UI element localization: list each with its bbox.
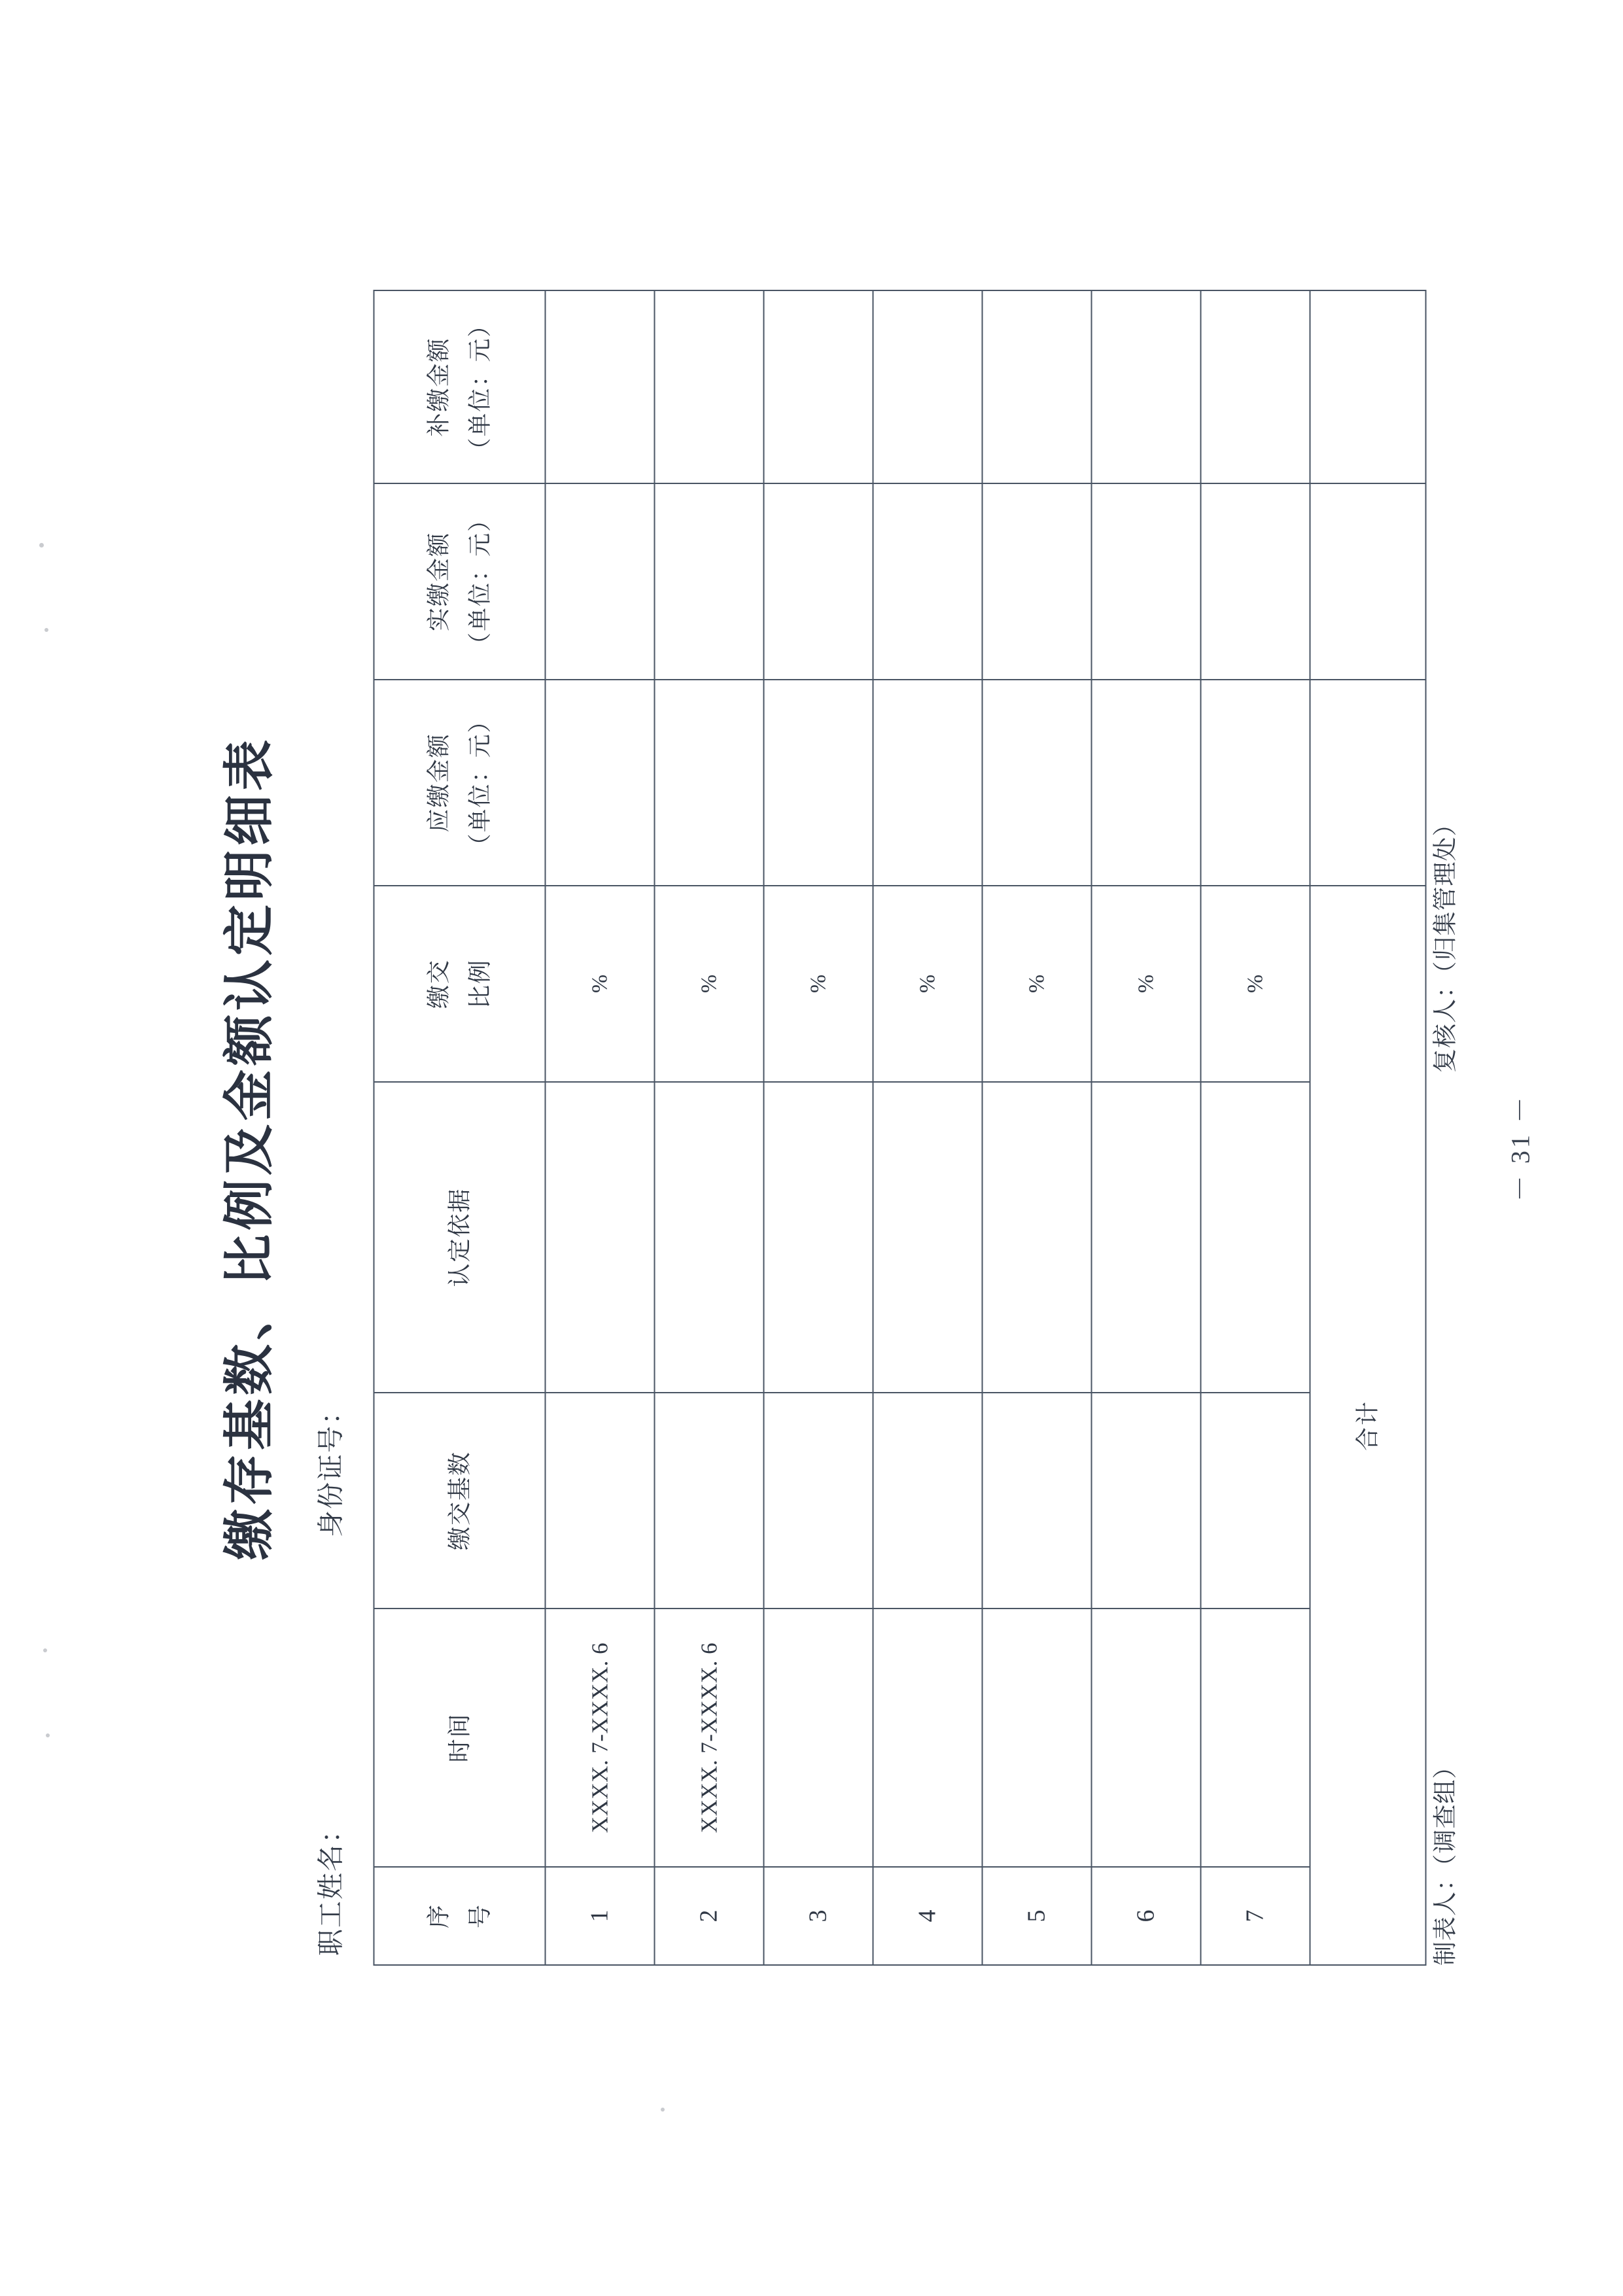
cell-due[interactable] <box>1200 680 1310 886</box>
column-header-base: 缴交基数 <box>374 1393 545 1609</box>
cell-extra[interactable] <box>763 290 873 483</box>
cell-basis[interactable] <box>654 1082 763 1393</box>
table-total-row <box>1310 290 1425 1965</box>
cell-extra[interactable] <box>873 290 982 483</box>
cell-basis[interactable] <box>545 1082 654 1393</box>
column-header-time: 时间 <box>374 1609 545 1867</box>
total-paid[interactable] <box>1310 483 1425 680</box>
cell-ratio[interactable]: % <box>1200 886 1310 1082</box>
scan-speck <box>46 1733 50 1737</box>
table-row <box>545 290 654 1965</box>
column-header-index: 序 号 <box>374 1867 545 1965</box>
column-header-extra-amount: 补缴金额 （单位：元） <box>374 290 545 483</box>
table-row <box>654 290 763 1965</box>
form-fields <box>309 255 347 1956</box>
cell-extra[interactable] <box>1200 290 1310 483</box>
table-row <box>982 290 1091 1965</box>
cell-due[interactable] <box>1091 680 1200 886</box>
cell-time[interactable]: XXXX. 7-XXXX. 6 <box>654 1609 763 1867</box>
cell-paid[interactable] <box>654 483 763 680</box>
cell-ratio[interactable]: % <box>873 886 982 1082</box>
cell-time[interactable] <box>873 1609 982 1867</box>
scan-speck <box>43 1648 47 1652</box>
column-header-due-amount: 应缴金额 （单位：元） <box>374 680 545 886</box>
cell-index: 2 <box>654 1867 763 1965</box>
cell-base[interactable] <box>1091 1393 1200 1609</box>
cell-due[interactable] <box>982 680 1091 886</box>
cell-ratio[interactable]: % <box>545 886 654 1082</box>
cell-extra[interactable] <box>654 290 763 483</box>
cell-time[interactable] <box>1200 1609 1310 1867</box>
cell-extra[interactable] <box>982 290 1091 483</box>
cell-ratio[interactable]: % <box>1091 886 1200 1082</box>
cell-paid[interactable] <box>982 483 1091 680</box>
cell-paid[interactable] <box>1091 483 1200 680</box>
cell-due[interactable] <box>763 680 873 886</box>
scan-speck <box>39 543 44 548</box>
cell-ratio[interactable]: % <box>654 886 763 1082</box>
cell-time[interactable]: XXXX. 7-XXXX. 6 <box>545 1609 654 1867</box>
table-row <box>1091 290 1200 1965</box>
table-row <box>1200 290 1310 1965</box>
cell-extra[interactable] <box>545 290 654 483</box>
cell-index: 6 <box>1091 1867 1200 1965</box>
detail-table <box>373 290 1426 1966</box>
cell-time[interactable] <box>1091 1609 1200 1867</box>
page-number: － 31 － <box>1505 1094 1535 1202</box>
cell-due[interactable] <box>545 680 654 886</box>
cell-basis[interactable] <box>982 1082 1091 1393</box>
column-header-ratio: 缴交 比例 <box>374 886 545 1082</box>
cell-time[interactable] <box>763 1609 873 1867</box>
cell-paid[interactable] <box>545 483 654 680</box>
total-label: 合计 <box>1310 886 1425 1965</box>
cell-base[interactable] <box>1200 1393 1310 1609</box>
cell-index: 5 <box>982 1867 1091 1965</box>
cell-paid[interactable] <box>1200 483 1310 680</box>
cell-base[interactable] <box>873 1393 982 1609</box>
cell-due[interactable] <box>654 680 763 886</box>
cell-due[interactable] <box>873 680 982 886</box>
cell-paid[interactable] <box>873 483 982 680</box>
cell-index: 1 <box>545 1867 654 1965</box>
column-header-basis: 认定依据 <box>374 1082 545 1393</box>
table-row <box>873 290 982 1965</box>
signature-row <box>1425 291 1460 1966</box>
cell-ratio[interactable]: % <box>982 886 1091 1082</box>
cell-basis[interactable] <box>1091 1082 1200 1393</box>
total-extra[interactable] <box>1310 290 1425 483</box>
cell-index: 3 <box>763 1867 873 1965</box>
cell-basis[interactable] <box>763 1082 873 1393</box>
total-due[interactable] <box>1310 680 1425 886</box>
employee-name-label: 职工姓名： <box>315 1815 345 1956</box>
cell-base[interactable] <box>654 1393 763 1609</box>
cell-base[interactable] <box>545 1393 654 1609</box>
scan-speck <box>661 2108 665 2112</box>
id-number-label: 身份证号： <box>315 1397 345 1537</box>
cell-index: 7 <box>1200 1867 1310 1965</box>
cell-paid[interactable] <box>763 483 873 680</box>
scan-speck <box>44 628 48 632</box>
cell-base[interactable] <box>763 1393 873 1609</box>
page-title: 缴存基数、比例及金额认定明细表 <box>220 736 277 1561</box>
cell-ratio[interactable]: % <box>763 886 873 1082</box>
table-row <box>763 290 873 1965</box>
cell-extra[interactable] <box>1091 290 1200 483</box>
preparer-label: 制表人：（调查组） <box>1432 1754 1459 1966</box>
cell-base[interactable] <box>982 1393 1091 1609</box>
cell-basis[interactable] <box>1200 1082 1310 1393</box>
column-header-paid-amount: 实缴金额 （单位：元） <box>374 483 545 680</box>
cell-index: 4 <box>873 1867 982 1965</box>
table-header-row <box>374 290 545 1965</box>
cell-basis[interactable] <box>873 1082 982 1393</box>
reviewer-label: 复核人：（归集管理处） <box>1432 811 1459 1073</box>
cell-time[interactable] <box>982 1609 1091 1867</box>
